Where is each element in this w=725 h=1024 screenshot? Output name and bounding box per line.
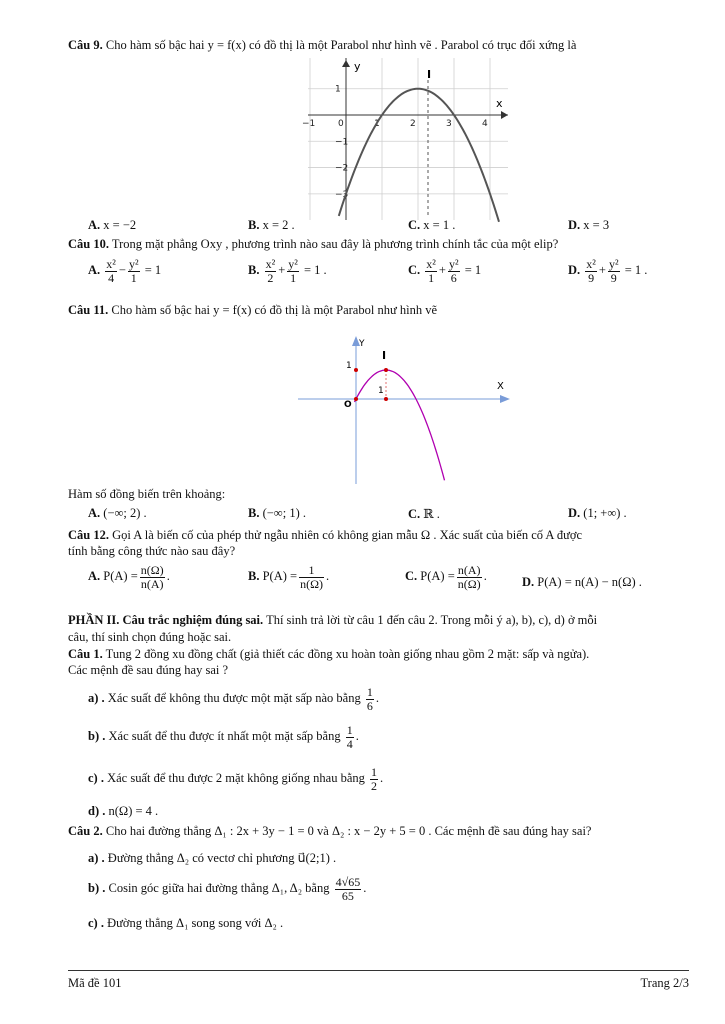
item-text: n(Ω) = 4 . [108,804,159,818]
part2-intro-line2: câu, thí sinh chọn đúng hoặc sai. [68,630,232,644]
q12-stem-line2: tính bằng công thức nào sau đây? [68,544,236,558]
item-text: Đường thẳng Δ₂ có vectơ chỉ phương u⃗(2;1) . [107,851,337,865]
option-text: x = 2 . [262,218,295,232]
q10-stem [68,237,558,252]
option-letter: B. [248,218,260,232]
q11-stem [68,303,437,318]
q9-stem [68,38,576,53]
item-text: Xác suất để thu được ít nhất một mặt sấp bằng [108,728,341,743]
q11-label: Câu 11. [68,303,109,317]
part2-heading: PHẦN II. Câu trắc nghiệm đúng sai. [68,613,264,627]
fraction: $\frac{\text{x²}}{1}$ [426,257,436,285]
q9-graph [302,58,518,220]
c2-stem [68,824,591,839]
option-letter: D. [522,575,535,589]
item-text: Xác suất để thu được 2 mặt không giống nhau bằng [107,770,365,785]
q12-option-a[interactable]: A. P(A) = $\frac{n(\Omega)}{n(A)}$ . [88,563,170,591]
option-letter: A. [88,568,101,583]
q11-option-b[interactable] [248,506,306,521]
q11-vertex-label: I [382,349,387,362]
option-text: (−∞; 2) . [103,506,147,520]
q11-x-one-label: 1 [378,386,384,396]
item-label: a) . [88,851,105,865]
y-one-point [354,368,358,372]
c2-item-b[interactable]: b) . Cosin góc giữa hai đường thẳng Δ₁, Δ₂ bằng $\frac{4√65}{65}$ . [88,875,367,903]
q9-option-b[interactable] [248,218,295,233]
q9-text: Cho hàm số bậc hai y = f(x) có đồ thị là một Parabol như hình vẽ . Parabol có trục đối xứng là [105,38,577,52]
q11-y-one-label: 1 [346,361,352,371]
q10-text: Trong mặt phẳng Oxy , phương trình nào sau đây là phương trình chính tắc của một elip? [111,237,559,251]
q11-graph [298,334,520,486]
q9-axis-y-label: y [354,60,361,73]
y-tick-label: −3 [335,189,349,200]
x-tick-label: 0 [338,119,344,129]
option-text: x = 3 [583,218,610,232]
option-letter: C. [408,262,421,277]
item-label: a) . [88,690,105,705]
fraction: $\frac{1}{4}$ [346,723,353,751]
y-tick-label: 1 [335,84,341,95]
option-letter: B. [248,262,260,277]
y-tick-label: −1 [335,137,349,148]
option-text: ℝ . [423,507,440,521]
q11-axis-x-label: X [497,381,504,392]
footer-exam-code: Mã đề 101 [68,976,122,990]
q10-option-b[interactable]: B. $\frac{\text{x²}}{2}$ + $\frac{\text{y²}}{1}$ = 1 . [248,257,327,285]
fraction: $\frac{\text{y²}}{9}$ [608,257,619,285]
x-tick-label: 1 [374,119,380,129]
fraction: $\frac{\text{y²}}{1}$ [128,257,139,285]
origin-point [354,397,358,401]
x-tick-label: 4 [482,119,488,129]
q12-text: Gọi A là biến cố của phép thử ngẫu nhiên có không gian mẫu Ω . Xác suất của biến cố A được [112,528,583,542]
q9-option-c[interactable] [408,218,455,233]
item-label: c) . [88,770,104,785]
option-letter: A. [88,506,101,520]
option-letter: B. [248,506,260,520]
vertex-point [384,368,388,372]
x-tick-label: 2 [410,119,416,129]
fraction: $\frac{n(\Omega)}{n(A)}$ [140,563,164,591]
q11-option-d[interactable] [568,506,627,521]
option-letter: A. [88,262,101,277]
q11-question: Hàm số đồng biến trên khoảng: [68,487,226,501]
c1-item-c[interactable]: c) . Xác suất để thu được 2 mặt không giống nhau bằng $\frac{1}{2}$ . [88,765,384,793]
x-tick-label: 3 [446,119,452,129]
y-tick-label: −2 [335,163,349,174]
c1-item-b[interactable]: b) . Xác suất để thu được ít nhất một mặt sấp bằng $\frac{1}{4}$ . [88,723,359,751]
q9-axis-x-label: x [496,97,503,110]
fraction: $\frac{4√65}{65}$ [335,875,361,903]
fraction: $\frac{\text{y²}}{6}$ [448,257,459,285]
q9-vertex-label: I [427,68,432,81]
option-text: (−∞; 1) . [262,506,306,520]
item-text: Cosin góc giữa hai đường thẳng Δ₁, Δ₂ bằng [108,880,330,895]
fraction: $\frac{\text{y²}}{1}$ [288,257,298,285]
option-text: x = 1 . [423,218,456,232]
fraction: $\frac{1}{2}$ [371,765,377,793]
x-one-point [384,397,388,401]
option-letter: D. [568,262,581,277]
c2-label: Câu 2. [68,824,103,838]
q11-parabola-curve [355,370,445,480]
q12-option-d[interactable]: D. P(A) = n(A) − n(Ω) . [522,575,642,589]
fraction: $\frac{1}{n(\Omega)}$ [300,563,323,591]
q10-option-c[interactable]: C. $\frac{\text{x²}}{1}$ + $\frac{\text{y²}}{6}$ = 1 [408,257,482,285]
item-text: Đường thẳng Δ₁ song song với Δ₂ . [107,916,284,930]
q11-option-c[interactable] [408,506,440,522]
footer-divider [68,970,689,971]
option-text: (1; +∞) . [583,506,627,520]
q11-text: Cho hàm số bậc hai y = f(x) có đồ thị là một Parabol như hình vẽ [111,303,437,317]
item-label: b) . [88,880,106,895]
q11-axis-y-label: Y [359,339,365,349]
footer-page-number: Trang 2/3 [640,976,689,990]
c1-item-a[interactable]: a) . Xác suất để không thu được một mặt sấp nào bằng $\frac{1}{6}$ . [88,685,379,713]
fraction: $\frac{\text{x²}}{2}$ [265,257,276,285]
c1-label: Câu 1. [68,647,103,661]
q9-option-a[interactable] [88,218,136,233]
c2-item-a[interactable] [88,850,336,866]
q12-option-c[interactable]: C. P(A) = $\frac{n(A)}{n(\Omega)}$ . [405,563,487,591]
fraction: $\frac{1}{6}$ [366,685,373,713]
q12-option-b[interactable]: B. P(A) = $\frac{1}{n(\Omega)}$ . [248,563,330,591]
option-text: x = −2 [103,218,137,232]
c1-text: Tung 2 đồng xu đồng chất (giả thiết các đồng xu hoàn toàn giống nhau gồm 2 mặt: sấp và ngửa). [105,647,590,661]
option-letter: D. [568,218,581,232]
option-letter: C. [408,218,421,232]
part2-text: Thí sinh trả lời từ câu 1 đến câu 2. Trong mỗi ý a), b), c), d) ở mỗi [263,613,598,627]
q9-parabola-curve [339,89,499,222]
q11-option-a[interactable] [88,506,147,521]
q9-label: Câu 9. [68,38,103,52]
item-label: d) . [88,804,106,818]
c1-item-d[interactable] [88,804,158,819]
q12-label: Câu 12. [68,528,109,542]
c1-stem-line1 [68,647,589,662]
q12-stem-line1 [68,528,582,543]
option-letter: C. [405,568,418,583]
q10-option-a[interactable]: A. $\frac{\text{x²}}{4}$ − $\frac{\text{y²}}{1}$ = 1 [88,257,162,285]
option-letter: D. [568,506,581,520]
c1-stem-line2: Các mệnh đề sau đúng hay sai ? [68,663,229,677]
q11-origin-label: O [344,400,352,410]
q10-label: Câu 10. [68,237,109,251]
option-letter: A. [88,218,101,232]
item-text: Xác suất để không thu được một mặt sấp nào bằng [107,690,361,705]
option-letter: B. [248,568,260,583]
fraction: $\frac{\text{x²}}{9}$ [586,257,596,285]
fraction: $\frac{n(A)}{n(\Omega)}$ [457,563,481,591]
q10-option-d[interactable]: D. $\frac{\text{x²}}{9}$ + $\frac{\text{y²}}{9}$ = 1 . [568,257,648,285]
item-label: c) . [88,916,104,930]
fraction: $\frac{\text{x²}}{4}$ [106,257,116,285]
part2-intro-line1 [68,613,597,628]
c2-item-c[interactable] [88,916,283,931]
q9-option-d[interactable] [568,218,609,233]
option-letter: C. [408,507,421,521]
x-tick-label: −1 [302,119,316,129]
item-label: b) . [88,728,106,743]
c2-text: Cho hai đường thẳng Δ₁ : 2x + 3y − 1 = 0 và Δ₂ : x − 2y + 5 = 0 . Các mệnh đề sau đúng hay sai? [105,824,592,838]
